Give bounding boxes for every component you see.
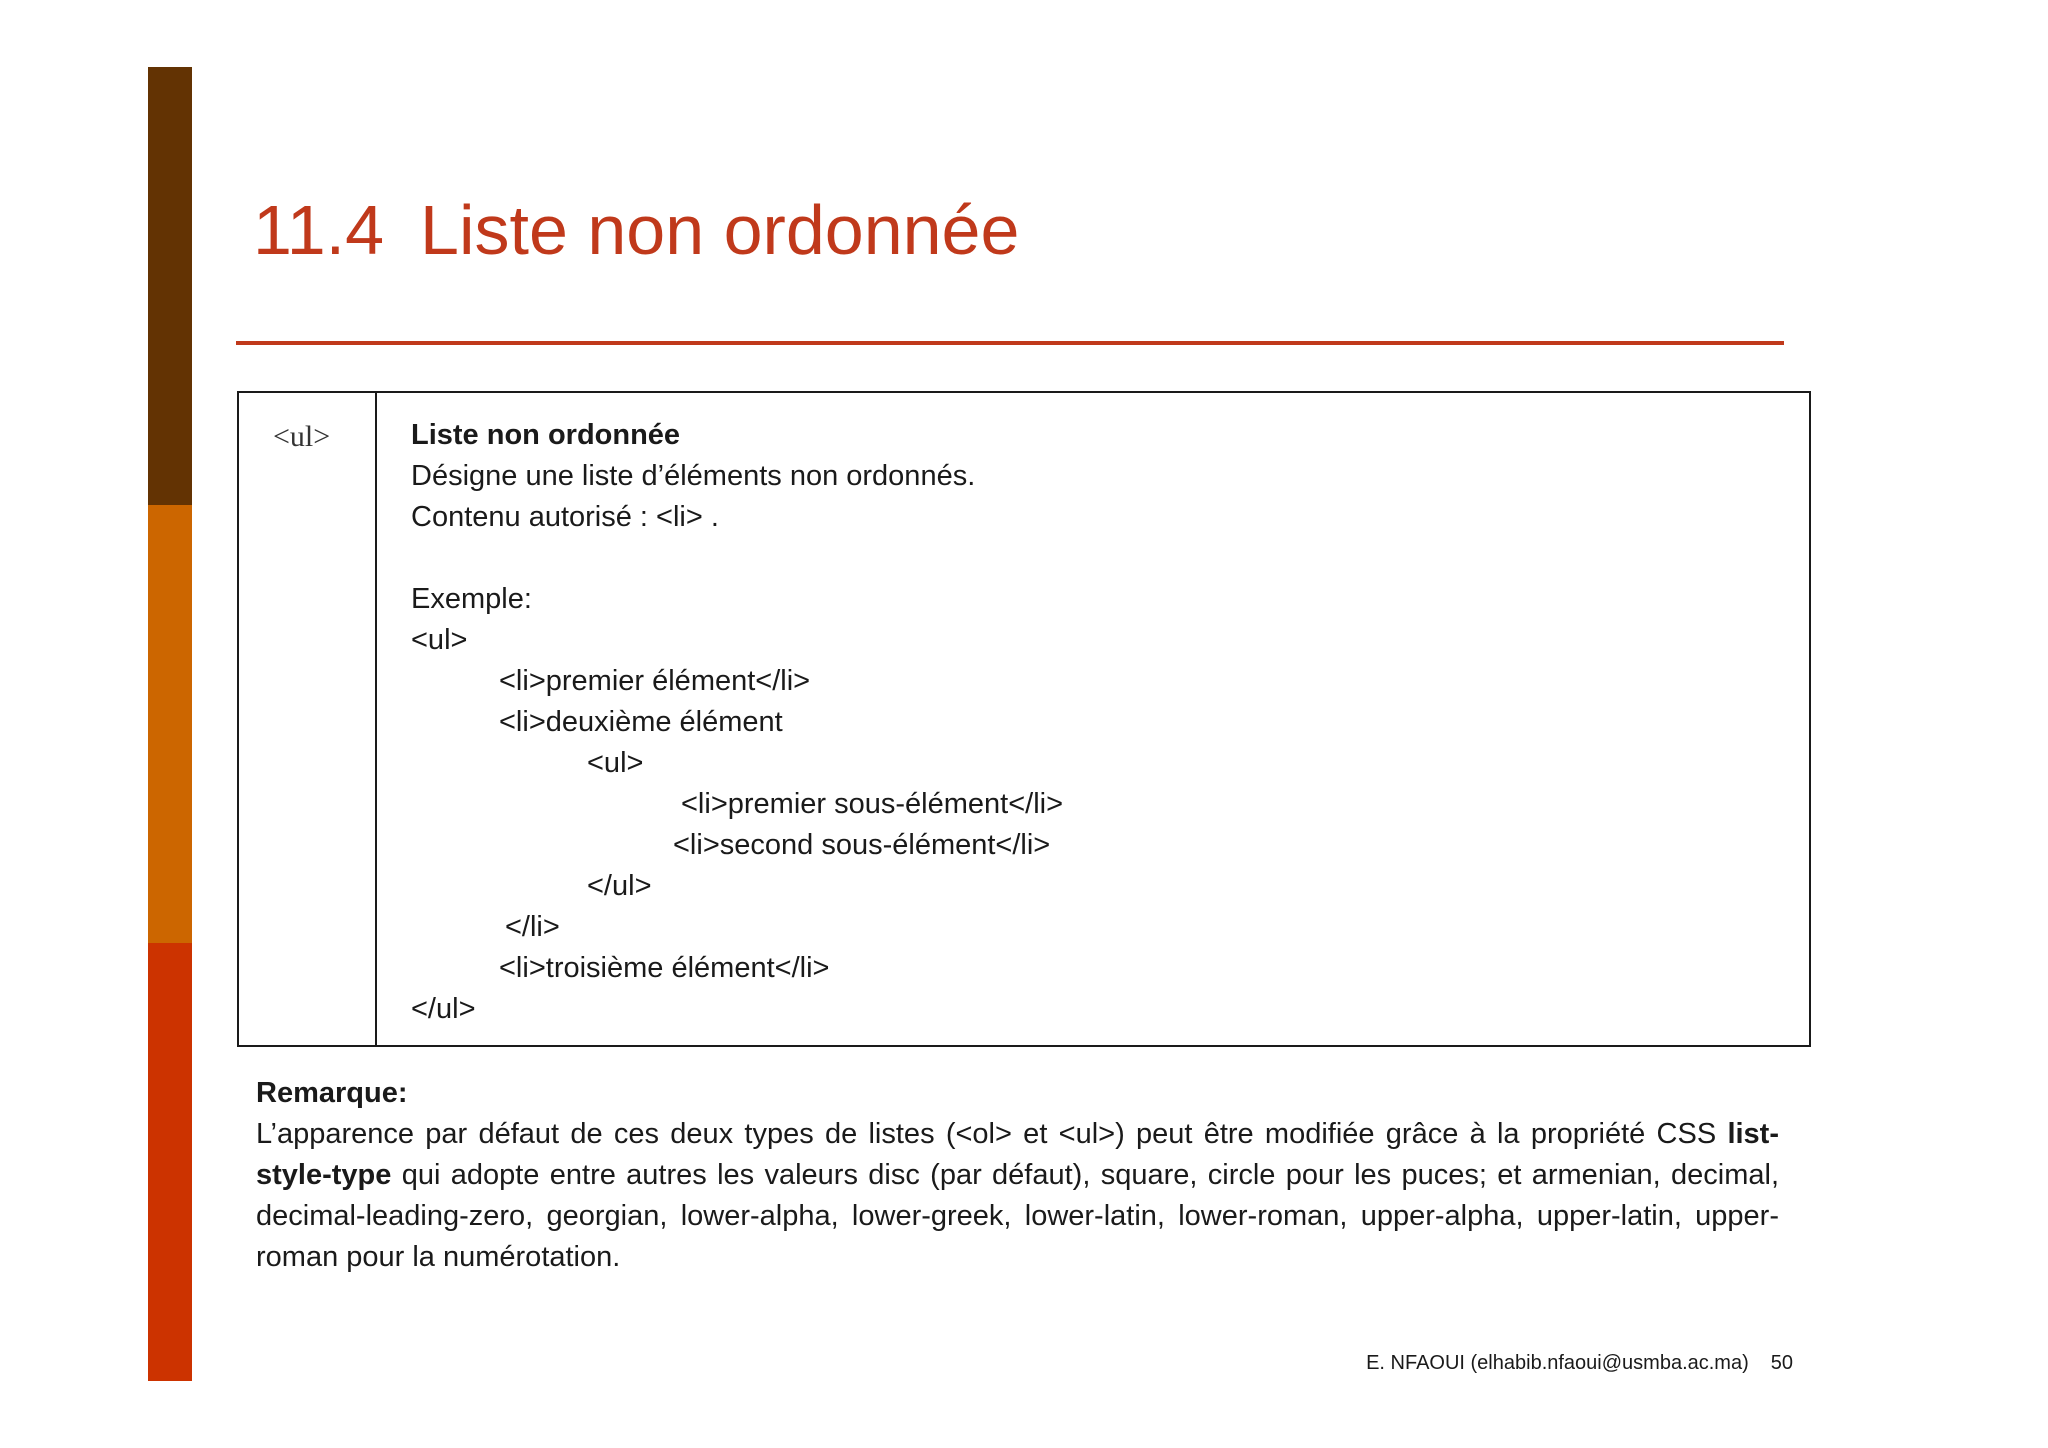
decorative-bar-middle [148, 505, 192, 943]
table-column-divider [375, 393, 377, 1045]
remark-text-before: L’apparence par défaut de ces deux types de listes (<ol> et <ul>) peut être modifiée grâce à la propriété CSS [256, 1118, 1717, 1150]
css-property-name: list-style-type [256, 1118, 1779, 1191]
example-label: Exemple: [411, 583, 532, 615]
slide-title [253, 188, 1019, 272]
section-title: Liste non ordonnée [420, 191, 1020, 269]
decorative-bar-top [148, 67, 192, 505]
code-line: <ul> [587, 747, 644, 779]
code-line: <li>deuxième élément [499, 706, 783, 738]
code-line: </ul> [411, 993, 476, 1025]
code-line: </li> [505, 911, 560, 943]
definition-cell [411, 415, 1785, 1030]
remark-heading: Remarque: [256, 1077, 408, 1109]
code-line: </ul> [587, 870, 652, 902]
remark-text-after: qui adopte entre autres les valeurs disc (par défaut), square, circle pour les puces; et armenian, decimal, decimal-leading-zero, georgian, lower-alpha, lower-greek, lower-latin, lower-roman, upper-alpha, upper-latin, upper-roman pour la numérotation. [256, 1159, 1780, 1273]
code-line: <li>premier sous-élément</li> [681, 788, 1064, 820]
code-line: <li>second sous-élément</li> [673, 829, 1051, 861]
code-line: <li>premier élément</li> [499, 665, 811, 697]
remark-paragraph [256, 1073, 1779, 1278]
allowed-content: Contenu autorisé : <li> . [411, 501, 719, 533]
blank-line [411, 538, 1785, 579]
code-line: <li>troisième élément</li> [499, 952, 830, 984]
decorative-bar-bottom [148, 943, 192, 1381]
footer-author: E. NFAOUI (elhabib.nfaoui@usmba.ac.ma) [1366, 1352, 1749, 1374]
code-line: <ul> [411, 624, 468, 656]
definition-name: Liste non ordonnée [411, 419, 681, 451]
tag-cell: <ul> [273, 420, 331, 453]
page-number: 50 [1770, 1352, 1793, 1374]
definition-table [237, 391, 1811, 1047]
section-number: 11.4 [253, 191, 385, 269]
definition-description: Désigne une liste d’éléments non ordonnés. [411, 460, 976, 492]
footer [1366, 1350, 1793, 1376]
title-underline [236, 341, 1784, 345]
